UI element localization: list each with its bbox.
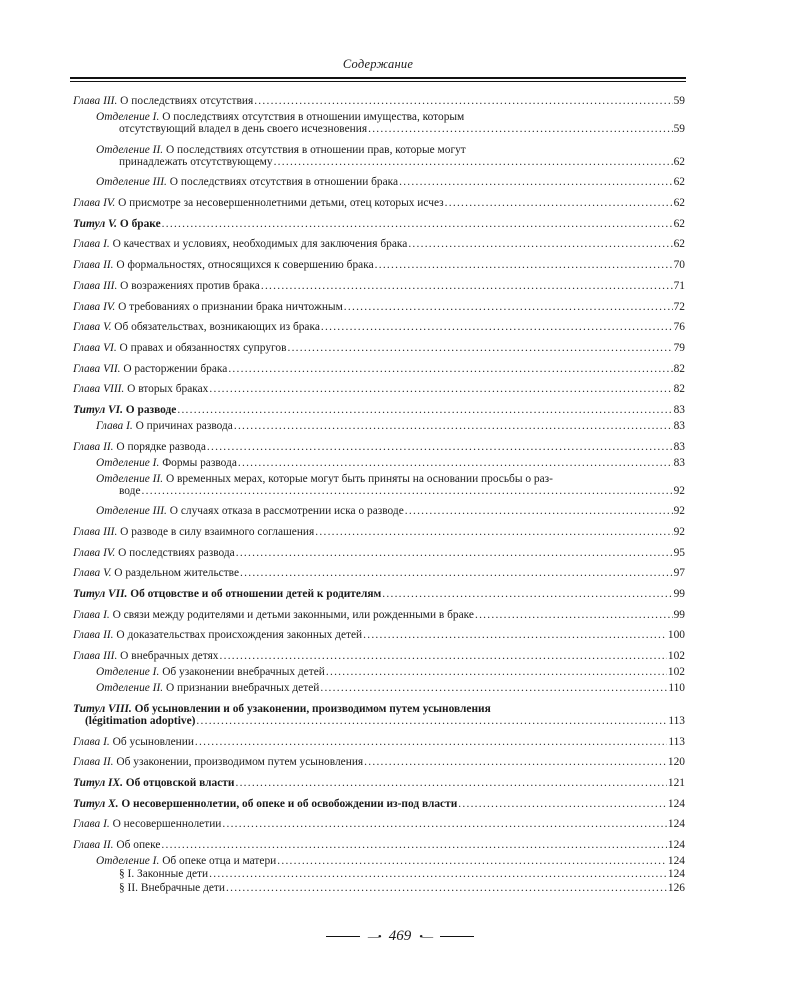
- toc-entry-chapter: [73, 526, 685, 538]
- toc-entry-line: [73, 567, 685, 579]
- toc-entry-title: Об узаконении, производимом путем усыновления: [116, 756, 364, 769]
- toc-entry-chapter: [73, 609, 685, 621]
- toc-entry-line: [73, 526, 685, 538]
- toc-entry-line: [73, 609, 685, 621]
- toc-entry-prefix: Отделение III.: [96, 176, 167, 189]
- toc-entry-prefix: Глава V.: [73, 321, 112, 334]
- toc-entry-page: 83: [673, 456, 685, 469]
- toc-entry-page: 126: [667, 881, 685, 894]
- dot-leader: [177, 404, 672, 416]
- toc-entry-title: О последствиях отсутствия: [120, 95, 254, 107]
- dot-leader: [408, 238, 672, 250]
- toc-entry-prefix: Глава VII.: [73, 362, 121, 375]
- toc-entry-title-line1: [96, 144, 685, 156]
- toc-entry-section: [73, 457, 685, 469]
- toc-entry-page: 92: [673, 484, 685, 497]
- toc-entry-prefix: Отделение II.: [96, 682, 164, 695]
- toc-entry-title: Об опеке: [116, 838, 161, 851]
- dot-leader: [226, 882, 667, 894]
- toc-entry-line: [96, 666, 685, 678]
- toc-entry-title: [73, 777, 685, 789]
- toc-entry-prefix: Глава III.: [73, 279, 118, 292]
- toc-entry-title: О разводе в силу взаимного соглашения: [120, 526, 315, 538]
- toc-entry-line: [119, 882, 685, 894]
- toc-entry-prefix: Отделение I.: [96, 111, 160, 123]
- header-rule-thick: [70, 77, 686, 79]
- toc-entry-title: О случаях отказа в рассмотрении иска о разводе: [169, 505, 404, 518]
- toc-entry-title-cont: (légitimation adoptive): [85, 714, 196, 727]
- toc-entry-line: [73, 798, 685, 810]
- toc-entry-line: [73, 259, 685, 271]
- toc-entry-line: [96, 682, 685, 694]
- toc-entry-title-cont: отсутствующий владел в день своего исчезновения: [119, 123, 368, 135]
- toc-entry-title-line1: [96, 111, 685, 123]
- toc-entry-title: О внебрачных детях: [120, 650, 219, 663]
- toc-entry-title: О возражениях против брака: [120, 279, 260, 292]
- dot-leader: [196, 715, 667, 727]
- toc-entry-title: О правах и обязанностях супругов: [119, 341, 287, 354]
- toc-entry-prefix: Глава IV.: [73, 546, 116, 559]
- toc-entry-title: Об узаконении внебрачных детей: [162, 666, 325, 679]
- toc-entry-chapter: [73, 383, 685, 395]
- dot-leader: [364, 756, 667, 768]
- dot-leader: [261, 280, 673, 292]
- toc-entry-prefix: Титул V.: [73, 217, 118, 230]
- toc-entry-chapter: [73, 301, 685, 313]
- table-of-contents: [73, 95, 685, 894]
- toc-entry-page: 83: [673, 440, 685, 453]
- dot-leader: [209, 868, 667, 880]
- dot-leader: [236, 547, 673, 559]
- toc-entry-line: [73, 736, 685, 748]
- toc-entry-page: 120: [667, 756, 685, 769]
- toc-entry-prefix: Глава IV.: [73, 300, 116, 313]
- dot-leader: [207, 441, 673, 453]
- toc-entry-page: 62: [673, 217, 685, 230]
- toc-entry-title: [73, 404, 685, 416]
- dot-leader: [277, 855, 667, 867]
- toc-entry-chapter: [73, 363, 685, 375]
- toc-entry-prefix: Отделение I.: [96, 854, 160, 867]
- toc-entry-title: Об обязательствах, возникающих из брака: [114, 321, 320, 334]
- toc-entry-chapter: [73, 95, 685, 107]
- toc-entry-prefix: Глава III.: [73, 526, 118, 538]
- toc-entry-title: О браке: [119, 217, 161, 230]
- toc-entry-page: 70: [673, 259, 685, 272]
- toc-entry-title: Формы развода: [162, 456, 237, 469]
- dot-leader: [209, 383, 672, 395]
- dot-leader: [399, 176, 673, 188]
- toc-entry-title: [73, 218, 685, 230]
- toc-entry-chapter: [73, 197, 685, 209]
- toc-entry-line: [73, 839, 685, 851]
- toc-entry-line: [96, 420, 685, 432]
- toc-entry-line: [96, 855, 685, 867]
- toc-entry-line: [73, 218, 685, 230]
- page-number: 469: [388, 928, 412, 944]
- toc-entry-page: 100: [667, 629, 685, 642]
- toc-entry-line: [73, 629, 685, 641]
- toc-entry-prefix: Титул VI.: [73, 403, 123, 416]
- toc-entry-line: [73, 95, 685, 107]
- toc-entry-line: [73, 363, 685, 375]
- toc-entry-title: О доказательствах происхождения законных детей: [116, 629, 363, 642]
- toc-entry-title: О расторжении брака: [123, 362, 228, 375]
- dot-leader: [254, 95, 672, 107]
- toc-entry-title: О последствиях отсутствия в отношении прав, которые могут: [165, 143, 466, 156]
- toc-entry-line: [96, 505, 685, 517]
- toc-entry-chapter: [73, 441, 685, 453]
- toc-entry-paragraph: [73, 882, 685, 894]
- toc-entry-line: [73, 818, 685, 830]
- toc-entry-title: О качествах и условиях, необходимых для заключения брака: [112, 238, 408, 251]
- toc-entry-line: [73, 280, 685, 292]
- toc-entry-title: Об опеке отца и матери: [162, 854, 277, 867]
- toc-entry-title: О несовершеннолетии: [112, 818, 222, 831]
- toc-entry-line: [96, 457, 685, 469]
- toc-entry-prefix: Глава V.: [73, 567, 112, 580]
- dot-leader: [363, 629, 667, 641]
- toc-entry-chapter: [73, 756, 685, 768]
- toc-entry-section: [73, 176, 685, 188]
- toc-entry-prefix: Глава III.: [73, 95, 118, 107]
- toc-entry-prefix: Титул VII.: [73, 588, 128, 601]
- toc-entry-title: О вторых браках: [127, 383, 209, 396]
- toc-entry-page: 124: [667, 797, 685, 810]
- toc-entry-prefix: Титул VIII.: [73, 702, 132, 715]
- toc-entry-title: О формальностях, относящихся к совершению брака: [116, 259, 374, 272]
- ornament-left-icon: —•: [367, 930, 381, 943]
- toc-entry-title-cont: принадлежать отсутствующему: [119, 155, 273, 168]
- toc-entry-section: [73, 473, 685, 497]
- toc-entry-page: 121: [667, 776, 685, 789]
- toc-entry-chapter: [73, 650, 685, 662]
- toc-entry-line: [96, 123, 685, 135]
- toc-entry-line: [96, 156, 685, 168]
- toc-entry-page: 110: [668, 682, 685, 695]
- toc-entry-line: [73, 650, 685, 662]
- toc-entry-line: [73, 588, 685, 600]
- dot-leader: [344, 301, 673, 313]
- dot-leader: [228, 363, 672, 375]
- toc-entry-title: О последствиях отсутствия в отношении брака: [169, 176, 399, 189]
- toc-entry-prefix: Глава II.: [73, 838, 114, 851]
- toc-entry-prefix: Отделение II.: [96, 472, 164, 485]
- toc-entry-prefix: Глава I.: [73, 238, 110, 251]
- toc-entry-chapter: [73, 818, 685, 830]
- toc-entry-title: О требованиях о признании брака ничтожным: [118, 300, 343, 313]
- toc-entry-prefix: Титул IX.: [73, 776, 123, 789]
- toc-entry-line: [73, 321, 685, 333]
- toc-entry-prefix: Отделение II.: [96, 143, 164, 156]
- ornament-rule-right: [440, 936, 474, 937]
- toc-entry-prefix: Отделение I.: [96, 456, 160, 469]
- toc-entry-title: Об усыновлении и об узаконении, производимом путем усыновления: [134, 702, 491, 715]
- toc-entry-title: [73, 798, 685, 810]
- dot-leader: [458, 798, 667, 810]
- toc-entry-line: [119, 868, 685, 880]
- toc-entry-prefix: Глава II.: [73, 440, 114, 453]
- toc-entry-prefix: § II.: [119, 881, 138, 894]
- dot-leader: [240, 567, 673, 579]
- dot-leader: [161, 839, 666, 851]
- toc-entry-line: [73, 756, 685, 768]
- toc-entry-page: 76: [673, 321, 685, 334]
- toc-entry-page: 71: [673, 279, 685, 292]
- toc-entry-title: Об усыновлении: [112, 735, 194, 748]
- toc-entry-title: Об отцовской власти: [125, 776, 235, 789]
- toc-entry-chapter: [73, 238, 685, 250]
- toc-entry-page: 79: [673, 341, 685, 354]
- toc-entry-page: 92: [673, 505, 685, 518]
- toc-entry-page: 92: [673, 526, 685, 538]
- toc-entry-page: 83: [673, 403, 685, 416]
- dot-leader: [162, 218, 673, 230]
- toc-entry-title: [73, 703, 685, 727]
- toc-entry-title: О признании внебрачных детей: [165, 682, 320, 695]
- toc-entry-section: [73, 682, 685, 694]
- toc-entry-line: [73, 342, 685, 354]
- toc-entry-page: 62: [673, 155, 685, 168]
- toc-entry-page: 82: [673, 383, 685, 396]
- toc-entry-page: 97: [673, 567, 685, 580]
- toc-entry-page: 99: [673, 588, 685, 601]
- toc-entry-prefix: Глава III.: [73, 650, 118, 663]
- toc-entry-title-cont: воде: [119, 484, 141, 497]
- toc-entry-title: О раздельном жительстве: [114, 567, 240, 580]
- toc-entry-title: О последствиях отсутствия в отношении имущества, которым: [162, 111, 465, 123]
- toc-entry-chapter: [73, 629, 685, 641]
- toc-entry-title-line1: [96, 473, 685, 485]
- toc-entry-line: [73, 301, 685, 313]
- toc-entry-page: 113: [668, 714, 685, 727]
- toc-entry-line: [96, 485, 685, 497]
- running-title: Содержание: [342, 57, 414, 71]
- dot-leader: [315, 526, 672, 538]
- dot-leader: [274, 156, 673, 168]
- toc-entry-page: 62: [673, 197, 685, 210]
- toc-entry-chapter: [73, 839, 685, 851]
- toc-entry-line: [73, 238, 685, 250]
- toc-entry-section: [73, 666, 685, 678]
- dot-leader: [382, 588, 672, 600]
- toc-entry-prefix: Глава II.: [73, 756, 114, 769]
- toc-entry-line: [73, 197, 685, 209]
- toc-entry-title: О разводе: [125, 403, 177, 416]
- toc-entry-chapter: [73, 280, 685, 292]
- dot-leader: [326, 666, 667, 678]
- toc-entry-section: [73, 505, 685, 517]
- toc-entry-page: 102: [667, 666, 685, 679]
- ornament-right-icon: •—: [419, 930, 433, 943]
- dot-leader: [195, 736, 667, 748]
- toc-entry-page: 124: [667, 868, 685, 881]
- toc-entry-title: Об отцовстве и об отношении детей к родителям: [130, 588, 382, 601]
- toc-entry-prefix: Глава II.: [73, 259, 114, 272]
- toc-entry-chapter: [73, 736, 685, 748]
- toc-entry-title: О присмотре за несовершеннолетними детьми, отец которых исчез: [118, 197, 444, 210]
- toc-entry-title: О временных мерах, которые могут быть приняты на основании просьбы о раз-: [165, 472, 553, 485]
- toc-entry-line: [73, 383, 685, 395]
- toc-entry-page: 124: [667, 838, 685, 851]
- toc-entry-section: [73, 111, 685, 135]
- toc-entry-section: [73, 144, 685, 168]
- toc-entry-chapter: [73, 567, 685, 579]
- toc-entry-prefix: Отделение I.: [96, 666, 160, 679]
- dot-leader: [375, 259, 673, 271]
- toc-entry-prefix: Глава I.: [73, 818, 110, 831]
- toc-entry-page: 113: [668, 735, 685, 748]
- dot-leader: [220, 650, 667, 662]
- toc-entry-page: 72: [673, 300, 685, 313]
- toc-entry-line: [73, 777, 685, 789]
- toc-entry-title: [73, 588, 685, 600]
- toc-entry-prefix: Глава I.: [73, 608, 110, 621]
- toc-entry-page: 59: [673, 95, 685, 107]
- toc-entry-section: [73, 855, 685, 867]
- toc-entry-line: [73, 715, 685, 727]
- toc-entry-chapter: [73, 259, 685, 271]
- toc-entry-page: 124: [667, 854, 685, 867]
- toc-entry-title: О связи между родителями и детьми законными, или рожденными в браке: [112, 608, 474, 621]
- toc-entry-page: 99: [673, 608, 685, 621]
- toc-entry-prefix: Отделение III.: [96, 505, 167, 518]
- toc-entry-line: [73, 404, 685, 416]
- toc-entry-page: 62: [673, 176, 685, 189]
- toc-entry-title-line1: [73, 703, 685, 715]
- dot-leader: [222, 818, 667, 830]
- toc-entry-title: О причинах развода: [135, 419, 233, 432]
- toc-entry-chapter: [73, 342, 685, 354]
- dot-leader: [238, 457, 673, 469]
- toc-entry-prefix: Глава I.: [73, 735, 110, 748]
- toc-entry-title: Внебрачные дети: [140, 881, 225, 894]
- dot-leader: [368, 123, 673, 135]
- toc-entry-title: О порядке развода: [116, 440, 206, 453]
- toc-entry-page: 83: [673, 419, 685, 432]
- dot-leader: [234, 420, 673, 432]
- toc-entry-title: Законные дети: [137, 868, 209, 881]
- toc-entry-line: [73, 547, 685, 559]
- toc-entry-line: [96, 176, 685, 188]
- toc-entry-chapter: [73, 547, 685, 559]
- toc-entry-chapter: [73, 321, 685, 333]
- dot-leader: [475, 609, 673, 621]
- dot-leader: [320, 682, 667, 694]
- toc-entry-prefix: § I.: [119, 868, 135, 881]
- dot-leader: [142, 485, 673, 497]
- toc-entry-page: 62: [673, 238, 685, 251]
- toc-entry-prefix: Глава II.: [73, 629, 114, 642]
- dot-leader: [287, 342, 672, 354]
- toc-entry-page: 124: [667, 818, 685, 831]
- dot-leader: [321, 321, 673, 333]
- toc-entry-prefix: Глава VI.: [73, 341, 117, 354]
- toc-entry-subchapter: [73, 420, 685, 432]
- toc-entry-title: О несовершеннолетии, об опеке и об освобождении из-под власти: [121, 797, 458, 810]
- toc-entry-prefix: Титул X.: [73, 797, 119, 810]
- dot-leader: [445, 197, 673, 209]
- toc-entry-page: 82: [673, 362, 685, 375]
- toc-entry-page: 102: [667, 650, 685, 663]
- toc-entry-page: 95: [673, 546, 685, 559]
- dot-leader: [235, 777, 666, 789]
- header-rule-thin: [70, 81, 686, 82]
- toc-entry-paragraph: [73, 868, 685, 880]
- ornament-rule-left: [326, 936, 360, 937]
- toc-entry-page: 59: [673, 123, 685, 135]
- toc-entry-line: [73, 441, 685, 453]
- toc-entry-title: О последствиях развода: [118, 546, 235, 559]
- dot-leader: [405, 505, 673, 517]
- toc-entry-prefix: Глава VIII.: [73, 383, 125, 396]
- toc-entry-prefix: Глава I.: [96, 419, 133, 432]
- page-footer: [0, 924, 800, 945]
- toc-entry-prefix: Глава IV.: [73, 197, 116, 210]
